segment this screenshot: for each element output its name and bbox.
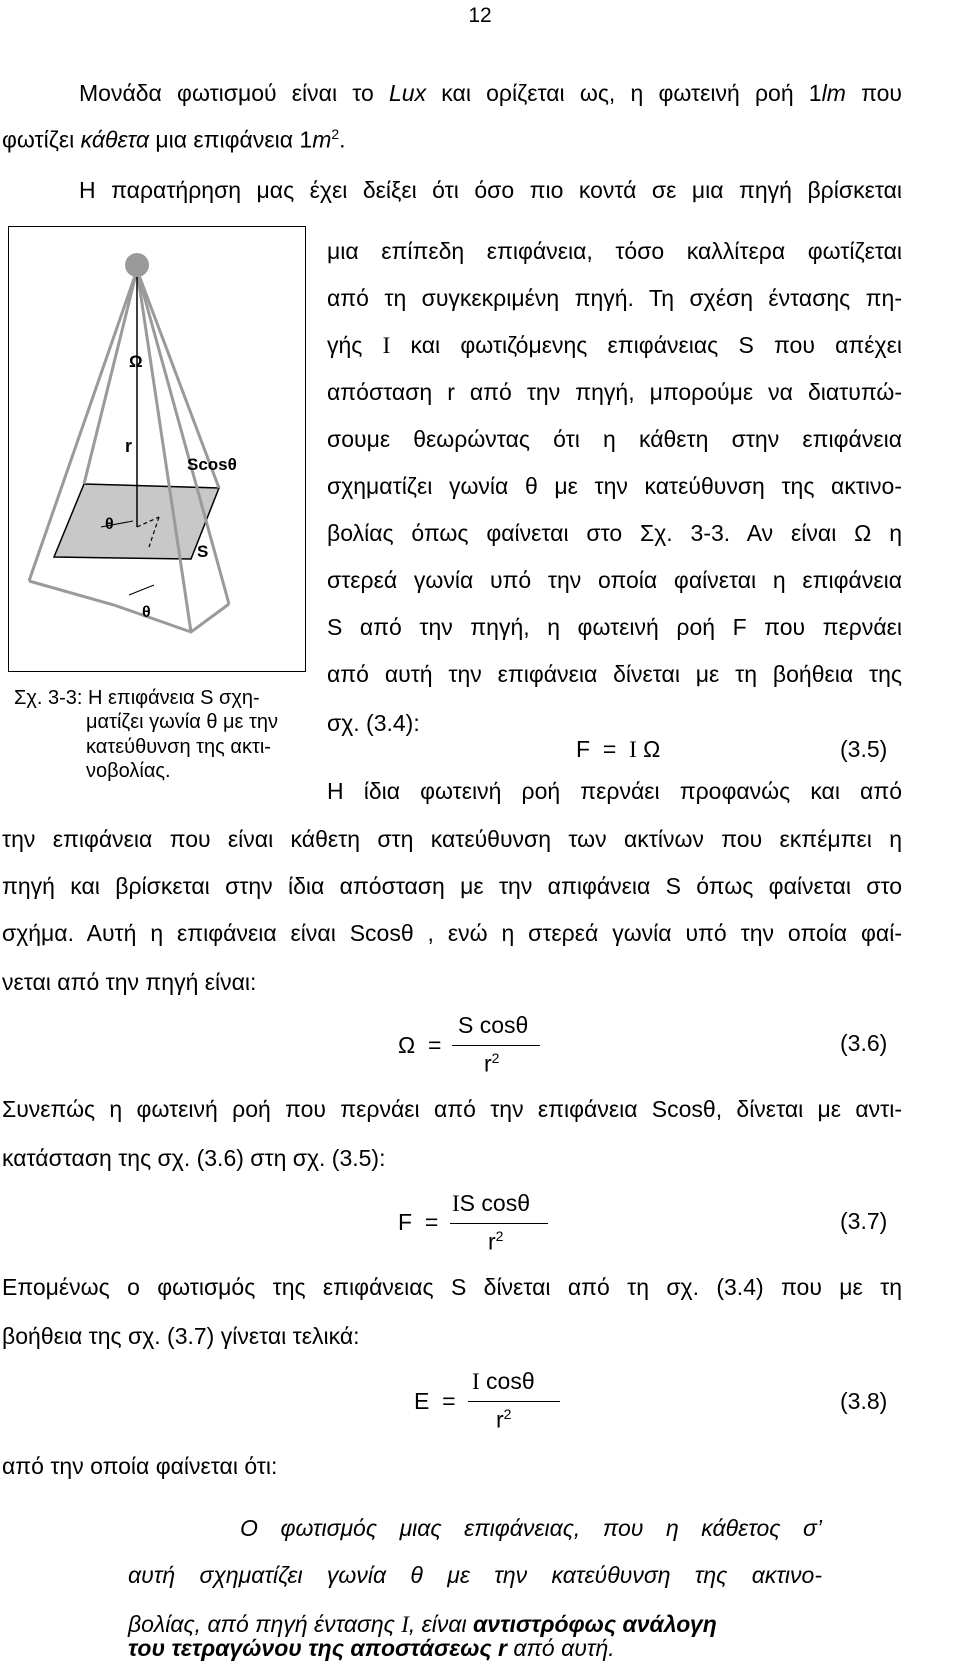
paragraph-2-line-3: από τη συγκεκριμένη πηγή. Τη σχέση έντασης πη- <box>327 285 902 311</box>
statement-line-3: βολίας, από πηγή έντασης I, είναι αντιστρόφως ανάλογη <box>128 1611 717 1637</box>
paragraph-2-line-6: σουμε θεωρώντας ότι η κάθετη στην επιφάνεια <box>327 426 902 452</box>
paragraph-5-line-2: βοήθεια της σχ. (3.7) γίνεται τελικά: <box>2 1323 360 1349</box>
figure-3-3 <box>8 226 306 672</box>
paragraph-2-line-7: σχηματίζει γωνία θ με την κατεύθυνση της ακτινο- <box>327 473 902 499</box>
figure-caption-line-3: κατεύθυνση της ακτι- <box>86 736 271 758</box>
equation-3-6-lhs: Ω = <box>398 1032 442 1058</box>
paragraph-3-line-2: την επιφάνεια που είναι κάθετη στη κατεύθυνση των ακτίνων που εκπέμπει η <box>2 826 902 852</box>
equation-3-7-fraction-bar <box>450 1223 548 1224</box>
theta-inner-label: θ <box>105 516 114 533</box>
equation-3-5-number: (3.5) <box>840 736 888 762</box>
equation-3-6-denominator: $r^2$ <box>484 1050 500 1077</box>
figure-caption-line-1: Σχ. 3-3: Η επιφάνεια S σχη- <box>14 687 260 709</box>
equation-3-8-denominator: $r^2$ <box>496 1406 512 1433</box>
theta-outer-label: θ <box>142 604 151 621</box>
s-label: S <box>197 542 209 561</box>
paragraph-4-line-2: κατάσταση της σχ. (3.6) στη σχ. (3.5): <box>2 1145 386 1171</box>
paragraph-3-line-4: σχήμα. Αυτή η επιφάνεια είναι Scosθ , ενώ η στερεά γωνία υπό την οποία φαί- <box>2 920 902 946</box>
statement-line-2: αυτή σχηματίζει γωνία θ με την κατεύθυνση της ακτινο- <box>128 1562 822 1588</box>
paragraph-2-line-8: βολίας όπως φαίνεται στο Σχ. 3-3. Αν είναι Ω η <box>327 520 902 546</box>
equation-3-7-denominator: $r^2$ <box>488 1228 504 1255</box>
equation-3-6-fraction-bar <box>452 1045 540 1046</box>
equation-3-7-numerator: IS cosθ <box>452 1190 530 1216</box>
r-label: r <box>125 436 133 456</box>
paragraph-3-line-3: πηγή και βρίσκεται στην ίδια απόσταση με την απιφάνεια S όπως φαίνεται στο <box>2 873 902 899</box>
paragraph-5-line-1: Επομένως ο φωτισμός της επιφάνειας S δίνεται από τη σχ. (3.4) που με τη <box>2 1274 902 1300</box>
paragraph-2-line-12: σχ. (3.4): <box>327 710 420 736</box>
equation-3-6-numerator: S cosθ <box>458 1012 529 1038</box>
equation-3-6-number: (3.6) <box>840 1030 888 1056</box>
equation-3-8-fraction-bar <box>468 1401 560 1402</box>
omega-label: Ω <box>129 352 143 371</box>
equation-3-7-lhs: F = <box>398 1209 439 1235</box>
equation-3-8-number: (3.8) <box>840 1388 888 1414</box>
paragraph-2-line-11: από αυτή την επιφάνεια δίνεται με τη βοήθεια της <box>327 661 902 687</box>
scos-label: Scosθ <box>187 455 237 474</box>
equation-3-7-number: (3.7) <box>840 1208 888 1234</box>
paragraph-2-line-4: γής I και φωτιζόμενης επιφάνειας S που απέχει <box>327 332 902 358</box>
paragraph-3-line-5: νεται από την πηγή είναι: <box>2 969 257 995</box>
paragraph-2-line-5: απόσταση r από την πηγή, μπορούμε να διατυπώ- <box>327 379 902 405</box>
equation-3-8-lhs: E = <box>414 1388 456 1414</box>
statement-line-4: του τετραγώνου της αποστάσεως r από αυτή. <box>128 1635 615 1661</box>
equation-3-5: F = I Ω <box>576 736 661 762</box>
paragraph-2-line-1: Η παρατήρηση μας έχει δείξει ότι όσο πιο κοντά σε μια πηγή βρίσκεται <box>79 177 902 203</box>
page-number: 12 <box>468 4 492 27</box>
paragraph-2-line-10: S από την πηγή, η φωτεινή ροή F που περνάει <box>327 614 902 640</box>
paragraph-3-line-1: Η ίδια φωτεινή ροή περνάει προφανώς και από <box>327 778 902 804</box>
paragraph-2-line-2: μια επίπεδη επιφάνεια, τόσο καλλίτερα φωτίζεται <box>327 238 902 264</box>
paragraph-1-line-2: φωτίζει κάθετα μια επιφάνεια $1m^2$. <box>2 126 346 153</box>
paragraph-6-line-1: από την οποία φαίνεται ότι: <box>2 1453 278 1479</box>
paragraph-4-line-1: Συνεπώς η φωτεινή ροή που περνάει από την επιφάνεια Scosθ, δίνεται με αντι- <box>2 1096 902 1122</box>
statement-line-1: Ο φωτισμός μιας επιφάνειας, που η κάθετος σ’ <box>240 1515 822 1541</box>
equation-3-8-numerator: I cosθ <box>472 1368 535 1394</box>
paragraph-2-line-9: στερεά γωνία υπό την οποία φαίνεται η επιφάνεια <box>327 567 902 593</box>
pyramid-diagram <box>9 227 305 671</box>
paragraph-1-line-1: Μονάδα φωτισμού είναι το Lux και ορίζεται ως, η φωτεινή ροή 1lm που <box>79 80 902 106</box>
figure-caption-line-2: ματίζει γωνία θ με την <box>86 711 279 733</box>
figure-caption-line-4: νοβολίας. <box>86 760 171 782</box>
